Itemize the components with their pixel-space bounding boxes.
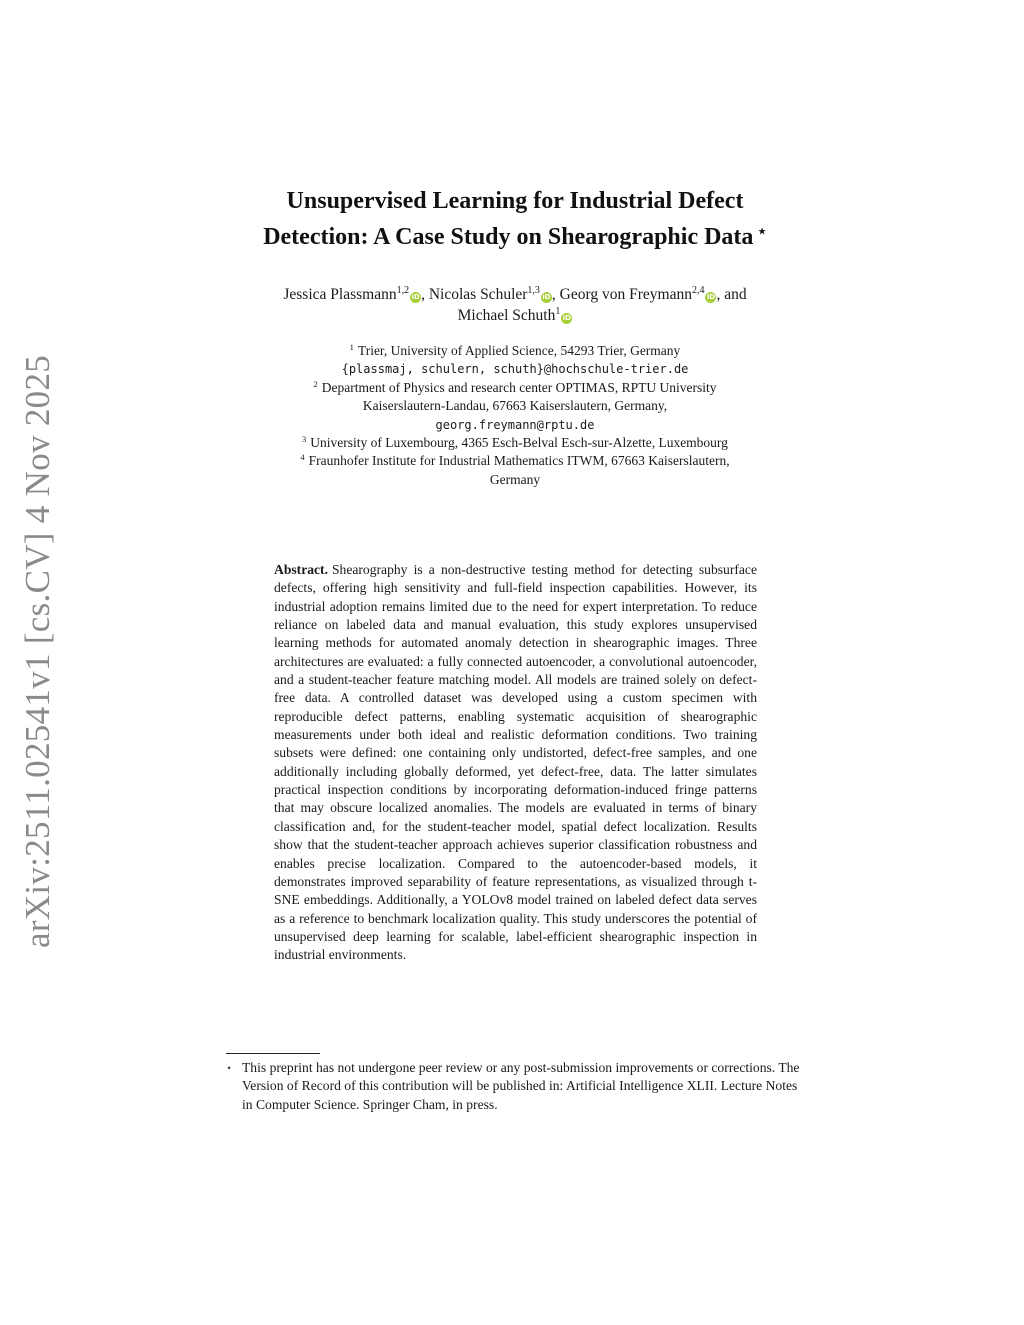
affiliation-2-email[interactable]: georg.freymann@rptu.de	[435, 417, 595, 432]
affiliation-3	[200, 434, 830, 452]
arxiv-side-stamp: arXiv:2511.02541v1 [cs.CV] 4 Nov 2025	[18, 354, 57, 948]
orcid-icon[interactable]: iD	[542, 293, 551, 301]
footnote-star: ⋆	[226, 1063, 233, 1074]
author-list	[200, 284, 830, 326]
affiliation-4	[200, 452, 830, 470]
affiliation-sup: 2	[313, 378, 318, 389]
author-affil-sup: 1,2	[396, 285, 410, 296]
affiliation-text: University of Luxembourg, 4365 Esch-Belval Esch-sur-Alzette, Luxembourg	[310, 435, 728, 451]
author-affil-sup: 1,3	[527, 285, 540, 296]
author-name: Nicolas Schuler	[428, 286, 528, 303]
orcid-icon[interactable]: iD	[706, 293, 716, 301]
author-name: Georg von Freymann	[559, 286, 692, 303]
title-line-2-text: Detection: A Case Study on Shearographic Data	[263, 224, 754, 250]
affiliation-1-email[interactable]: {plassmaj, schulern, schuth}@hochschule-trier.de	[341, 362, 689, 377]
affiliation-list	[200, 342, 830, 489]
title-footnote-star[interactable]: ⋆	[757, 224, 767, 240]
footnote	[226, 1059, 808, 1114]
author-separator: ,	[421, 286, 429, 303]
affiliation-1	[200, 342, 830, 360]
author-separator: ,	[551, 286, 560, 303]
affiliation-2-line-2: Kaiserslautern-Landau, 67663 Kaiserslautern, Germany,	[362, 398, 668, 414]
footnote-divider	[226, 1053, 320, 1054]
affiliation-text: Fraunhofer Institute for Industrial Mathematics ITWM, 67663 Kaiserslautern,	[308, 453, 730, 469]
abstract	[274, 561, 757, 965]
author-name: Michael Schuth	[457, 307, 556, 324]
footnote-text: This preprint has not undergone peer review or any post-submission improvements or corrections. The Version of Record of this contribution will be published in: Artificial Intelligence XLII. Lecture Notes in Computer Science. Springer Cham, in press.	[242, 1060, 800, 1112]
affiliation-2	[200, 379, 830, 397]
title-line-1: Unsupervised Learning for Industrial Defect	[286, 188, 744, 214]
author-line-1	[200, 284, 830, 305]
abstract-label: Abstract.	[274, 562, 328, 577]
affiliation-text: Department of Physics and research center OPTIMAS, RPTU University	[321, 379, 717, 395]
author-name: Jessica Plassmann	[283, 286, 397, 303]
affiliation-sup: 3	[302, 434, 307, 445]
author-separator: , and	[716, 286, 747, 303]
affiliation-sup: 4	[300, 452, 305, 463]
abstract-text: Shearography is a non-destructive testing method for detecting subsurface defects, offering high sensitivity and full-field inspection capabilities. However, its industrial adoption remains limited due to the need for expert interpretation. To reduce reliance on labeled data and manual evaluation, this study explores unsupervised learning methods for automated anomaly detection in shearographic images. Three architectures are evaluated: a fully connected autoencoder, a convolutional autoencoder, and a student-teacher feature matching model. All models are trained solely on defect-free data. A controlled dataset was developed using a custom specimen with reproducible defect patterns, enabling systematic acquisition of shearographic measurements under both ideal and realistic deformation conditions. Two training subsets were defined: one containing only undistorted, defect-free samples, and one additionally including globally deformed, yet defect-free, data. The latter simulates practical inspection conditions by incorporating deformation-induced fringe patterns that may obscure localized anomalies. The models are evaluated in terms of binary classification and, for the student-teacher model, spatial defect localization. Results show that the student-teacher approach achieves superior classification robustness and enables precise localization. Compared to the autoencoder-based models, it demonstrates improved separability of feature representations, as visualized through t-SNE embeddings. Additionally, a YOLOv8 model trained on labeled defect data serves as a reference to benchmark localization quality. This study underscores the potential of unsupervised deep learning for scalable, label-efficient shearographic inspection in industrial environments.	[274, 562, 757, 963]
title-line-2	[200, 217, 830, 253]
affiliation-4-line-2: Germany	[489, 471, 541, 487]
author-affil-sup: 1	[555, 306, 561, 317]
paper-title	[200, 186, 830, 253]
affiliation-text: Trier, University of Applied Science, 54293 Trier, Germany	[357, 343, 681, 358]
affiliation-sup: 1	[349, 342, 354, 352]
orcid-icon[interactable]: iD	[562, 314, 571, 322]
author-affil-sup: 2,4	[691, 285, 705, 296]
author-line-2	[200, 305, 830, 326]
orcid-icon[interactable]: iD	[411, 293, 420, 301]
